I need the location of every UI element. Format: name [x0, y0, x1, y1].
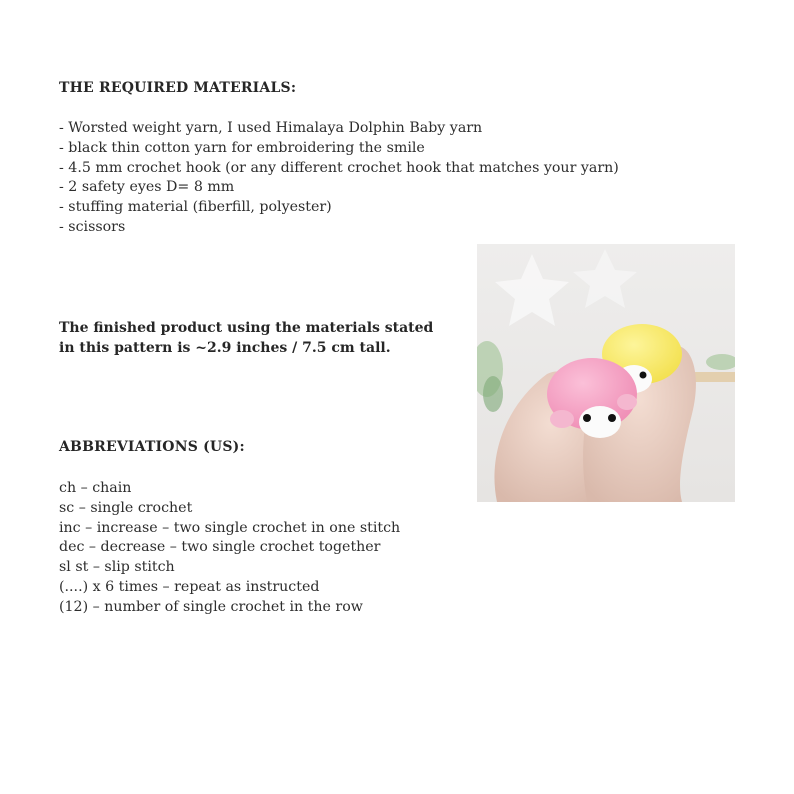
- photo-illustration: [477, 244, 735, 502]
- pink-turtle-head: [579, 406, 621, 438]
- list-item: inc – increase – two single crochet in one stitch: [59, 519, 401, 536]
- materials-heading: THE REQUIRED MATERIALS:: [59, 80, 297, 96]
- list-item: - stuffing material (fiberfill, polyester): [59, 199, 332, 216]
- shelf-decoration: [692, 372, 735, 382]
- list-item: - black thin cotton yarn for embroidering the smile: [59, 139, 425, 156]
- list-item: ch – chain: [59, 480, 132, 496]
- list-item: - 2 safety eyes D= 8 mm: [59, 179, 235, 196]
- abbreviations-list: [59, 479, 400, 618]
- leaf-decoration: [483, 376, 503, 412]
- finished-size-note: [59, 318, 469, 358]
- pink-turtle-foot: [550, 410, 574, 428]
- turtle-eye: [608, 414, 616, 422]
- list-item: sl st – slip stitch: [59, 559, 175, 576]
- list-item: dec – decrease – two single crochet together: [59, 539, 381, 556]
- crochet-turtles-photo: [477, 244, 735, 502]
- list-item: (12) – number of single crochet in the row: [59, 598, 363, 615]
- note-line-2: in this pattern is ~2.9 inches / 7.5 cm tall.: [59, 340, 391, 356]
- list-item: sc – single crochet: [59, 499, 193, 516]
- list-item: - scissors: [59, 218, 126, 235]
- list-item: - 4.5 mm crochet hook (or any different crochet hook that matches your yarn): [59, 159, 619, 176]
- list-item: (....) x 6 times – repeat as instructed: [59, 578, 320, 595]
- turtle-eye: [583, 414, 591, 422]
- materials-list: [59, 119, 619, 238]
- turtle-eye: [640, 372, 647, 379]
- note-line-1: The finished product using the materials stated: [59, 320, 434, 336]
- pink-turtle-foot: [617, 394, 637, 410]
- list-item: - Worsted weight yarn, I used Himalaya Dolphin Baby yarn: [59, 120, 483, 136]
- abbreviations-heading: ABBREVIATIONS (US):: [59, 439, 245, 455]
